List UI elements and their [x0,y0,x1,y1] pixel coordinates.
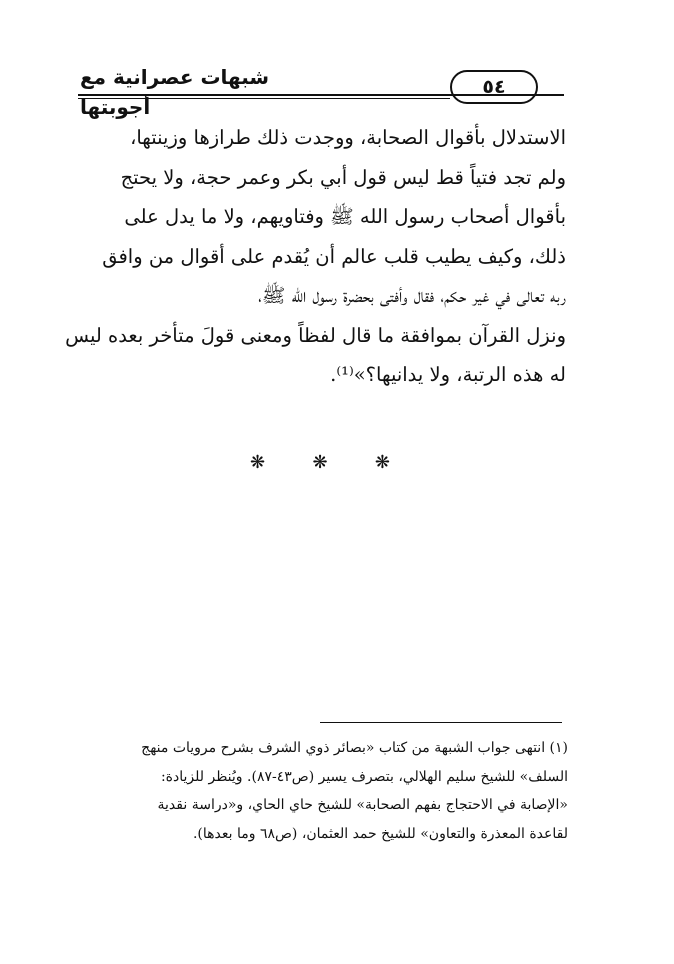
text-line: له هذه الرتبة، ولا يدانيها؟»⁽¹⁾. [330,363,566,386]
running-header-title: شبهات عصرانية مع أجوبتها [80,65,270,119]
star-ornament-icon: ❋ [312,451,328,473]
main-text-block [65,118,566,395]
footnote-block [70,734,568,848]
text-line: بأقوال أصحاب رسول الله ﷺ وفتاويهم، ولا ما يدل على [124,205,566,228]
text-line: ذلك، وكيف يطيب قلب عالم أن يُقدم على أقوال من وافق [102,244,566,268]
section-separator [250,450,390,474]
footnote-line: السلف» للشيخ سليم الهلالي، بتصرف يسير (ص٤٣-٨٧). ويُنظر للزيادة: [160,768,568,785]
footnote-line: «الإصابة في الاحتجاج بفهم الصحابة» للشيخ حاي الحاي، و«دراسة نقدية [157,797,568,813]
text-line: ولم تجد فتياً قط ليس قول أبي بكر وعمر حجة، ولا يحتج [120,165,566,189]
footnote-line: لقاعدة المعذرة والتعاون» للشيخ حمد العثمان، (ص٦٨ وما بعدها). [192,825,568,842]
text-line: ربه تعالى في غير حكم، فقال وأفتى بحضرة رسول الله ﷺ، [258,284,566,307]
footnote-line: (١) انتهى جواب الشبهة من كتاب «بصائر ذوي الشرف بشرح مرويات منهج [141,740,568,756]
text-line: الاستدلال بأقوال الصحابة، ووجدت ذلك طرازها وزينتها، [130,126,566,149]
header-rule-secondary [78,98,450,99]
star-ornament-icon: ❋ [374,451,390,473]
text-line: ونزل القرآن بموافقة ما قال لفظاً ومعنى قولَ متأخر بعده ليس [65,323,566,347]
star-ornament-icon: ❋ [250,451,266,473]
footnote-rule [320,722,562,723]
header-rule [78,94,564,96]
page-number-badge: ٥٤ [450,70,538,104]
